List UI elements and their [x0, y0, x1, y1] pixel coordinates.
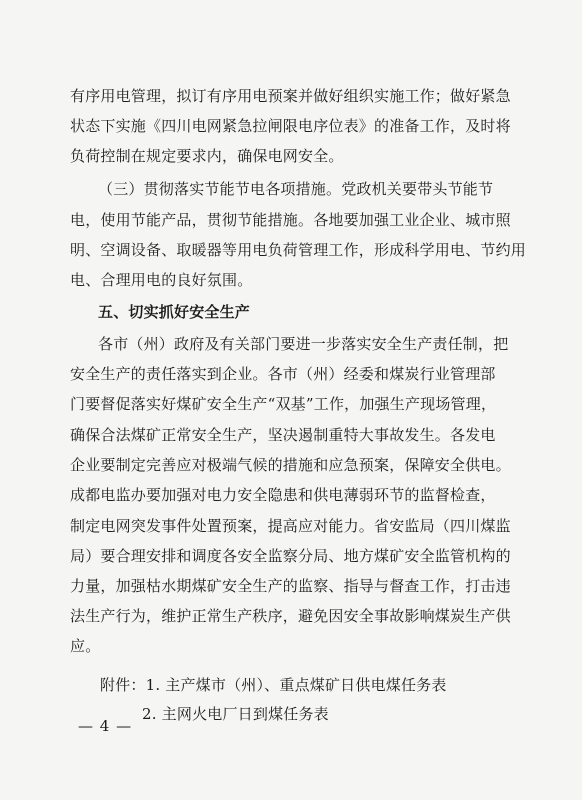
text-line: 法生产行为，维护正常生产秩序，避免因安全事故影响煤炭生产供 — [70, 607, 511, 625]
text-line: （三）贯彻落实节能节电各项措施。党政机关要带头节能节 — [98, 180, 494, 198]
page-number: — 4 — — [78, 717, 133, 735]
text-line: 各市（州）政府及有关部门要进一步落实安全生产责任制，把 — [98, 335, 509, 353]
text-line: 门要督促落实好煤矿安全生产“双基”工作，加强生产现场管理， — [70, 395, 497, 413]
text-line: 负荷控制在规定要求内，确保电网安全。 — [70, 147, 344, 165]
text-line: 电、合理用电的良好氛围。 — [70, 271, 253, 289]
text-line: 应。 — [70, 637, 101, 655]
text-line: 安全生产的责任落实到企业。各市（州）经委和煤炭行业管理部 — [70, 365, 496, 383]
attachment-line: 附件：1. 主产煤市（州）、重点煤矿日供电煤任务表 — [100, 676, 447, 694]
text-line: 状态下实施《四川电网紧急拉闸限电序位表》的准备工作，及时将 — [70, 117, 511, 135]
text-line: 力量，加强枯水期煤矿安全生产的监察、指导与督查工作，打击违 — [70, 577, 511, 595]
attachment-line: 2. 主网火电厂日到煤任务表 — [142, 705, 329, 723]
text-line: 局）要合理安排和调度各安全监察分局、地方煤矿安全监管机构的 — [70, 547, 511, 565]
text-line: 有序用电管理，拟订有序用电预案并做好组织实施工作；做好紧急 — [70, 87, 511, 105]
text-line: 成都电监办要加强对电力安全隐患和供电薄弱环节的监督检查， — [70, 486, 496, 504]
text-line: 电，使用节能产品，贯彻节能措施。各地要加强工业企业、城市照 — [70, 211, 511, 229]
text-line: 制定电网突发事件处置预案，提高应对能力。省安监局（四川煤监 — [70, 517, 511, 535]
text-line: 企业要制定完善应对极端气候的措施和应急预案，保障安全供电。 — [70, 456, 511, 474]
text-line: 明、空调设备、取暖器等用电负荷管理工作，形成科学用电、节约用 — [70, 241, 527, 259]
section-heading: 五、切实抓好安全生产 — [98, 303, 251, 321]
text-line: 确保合法煤矿正常安全生产，坚决遏制重特大事故发生。各发电 — [70, 426, 496, 444]
